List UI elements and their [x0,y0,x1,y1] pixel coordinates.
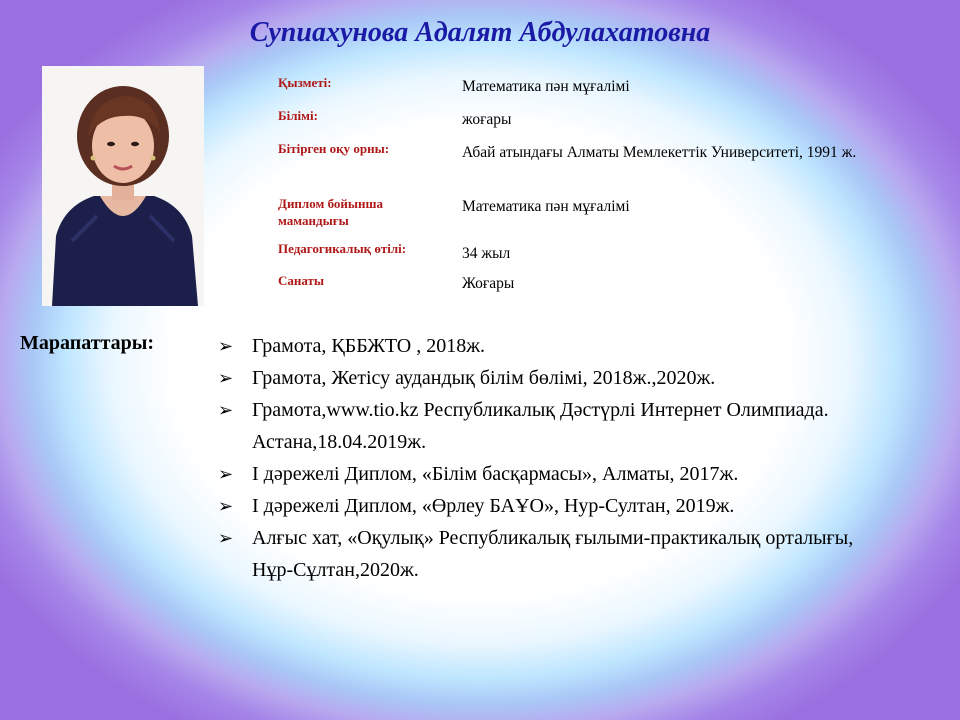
arrow-bullet-icon: ➢ [218,400,234,420]
info-label: Бітірген оқу орны: [278,141,390,156]
list-item [214,394,894,458]
info-label: Қызметі: [278,75,332,90]
portrait-illustration [42,66,204,306]
info-label: Санаты [278,273,325,288]
info-value: 34 жыл [462,245,511,262]
award-text: Грамота, ҚББЖТО , 2018ж. [252,335,486,357]
arrow-bullet-icon: ➢ [218,528,234,548]
list-item [214,362,894,394]
info-label: Білімі: [278,108,318,123]
list-item [214,330,894,362]
arrow-bullet-icon: ➢ [218,368,234,388]
award-text: Грамота,www.tio.kz Республикалық Дәстүрлі Интернет Олимпиада. Астана,18.04.2019ж. [252,399,829,453]
arrow-bullet-icon: ➢ [218,464,234,484]
arrow-bullet-icon: ➢ [218,496,234,516]
portrait-photo [42,66,204,306]
info-label: Диплом бойынша мамандығы [278,196,384,228]
info-label: Педагогикалық өтілі: [278,241,407,256]
info-value: Математика пән мұғалімі [462,78,630,95]
info-value: Абай атындағы Алматы Мемлекеттік Университеті, 1991 ж. [462,144,857,161]
arrow-bullet-icon: ➢ [218,336,234,356]
award-text: І дәрежелі Диплом, «Өрлеу БАҰО», Нур-Султан, 2019ж. [252,495,735,517]
info-value: Математика пән мұғалімі [462,198,630,215]
page-title: Супиахунова Адалят Абдулахатовна [249,17,711,48]
awards-list [214,330,894,586]
award-text: Алғыс хат, «Оқулық» Республикалық ғылыми-практикалық орталығы, Нұр-Сұлтан,2020ж. [252,527,854,581]
award-text: І дәрежелі Диплом, «Білім басқармасы», Алматы, 2017ж. [252,463,739,485]
awards-heading: Марапаттары: [20,332,155,354]
list-item [214,458,894,490]
list-item [214,522,894,586]
info-value: Жоғары [462,275,515,292]
info-value: жоғары [462,111,512,128]
award-text: Грамота, Жетісу аудандық білім бөлімі, 2018ж.,2020ж. [252,367,716,389]
list-item [214,490,894,522]
